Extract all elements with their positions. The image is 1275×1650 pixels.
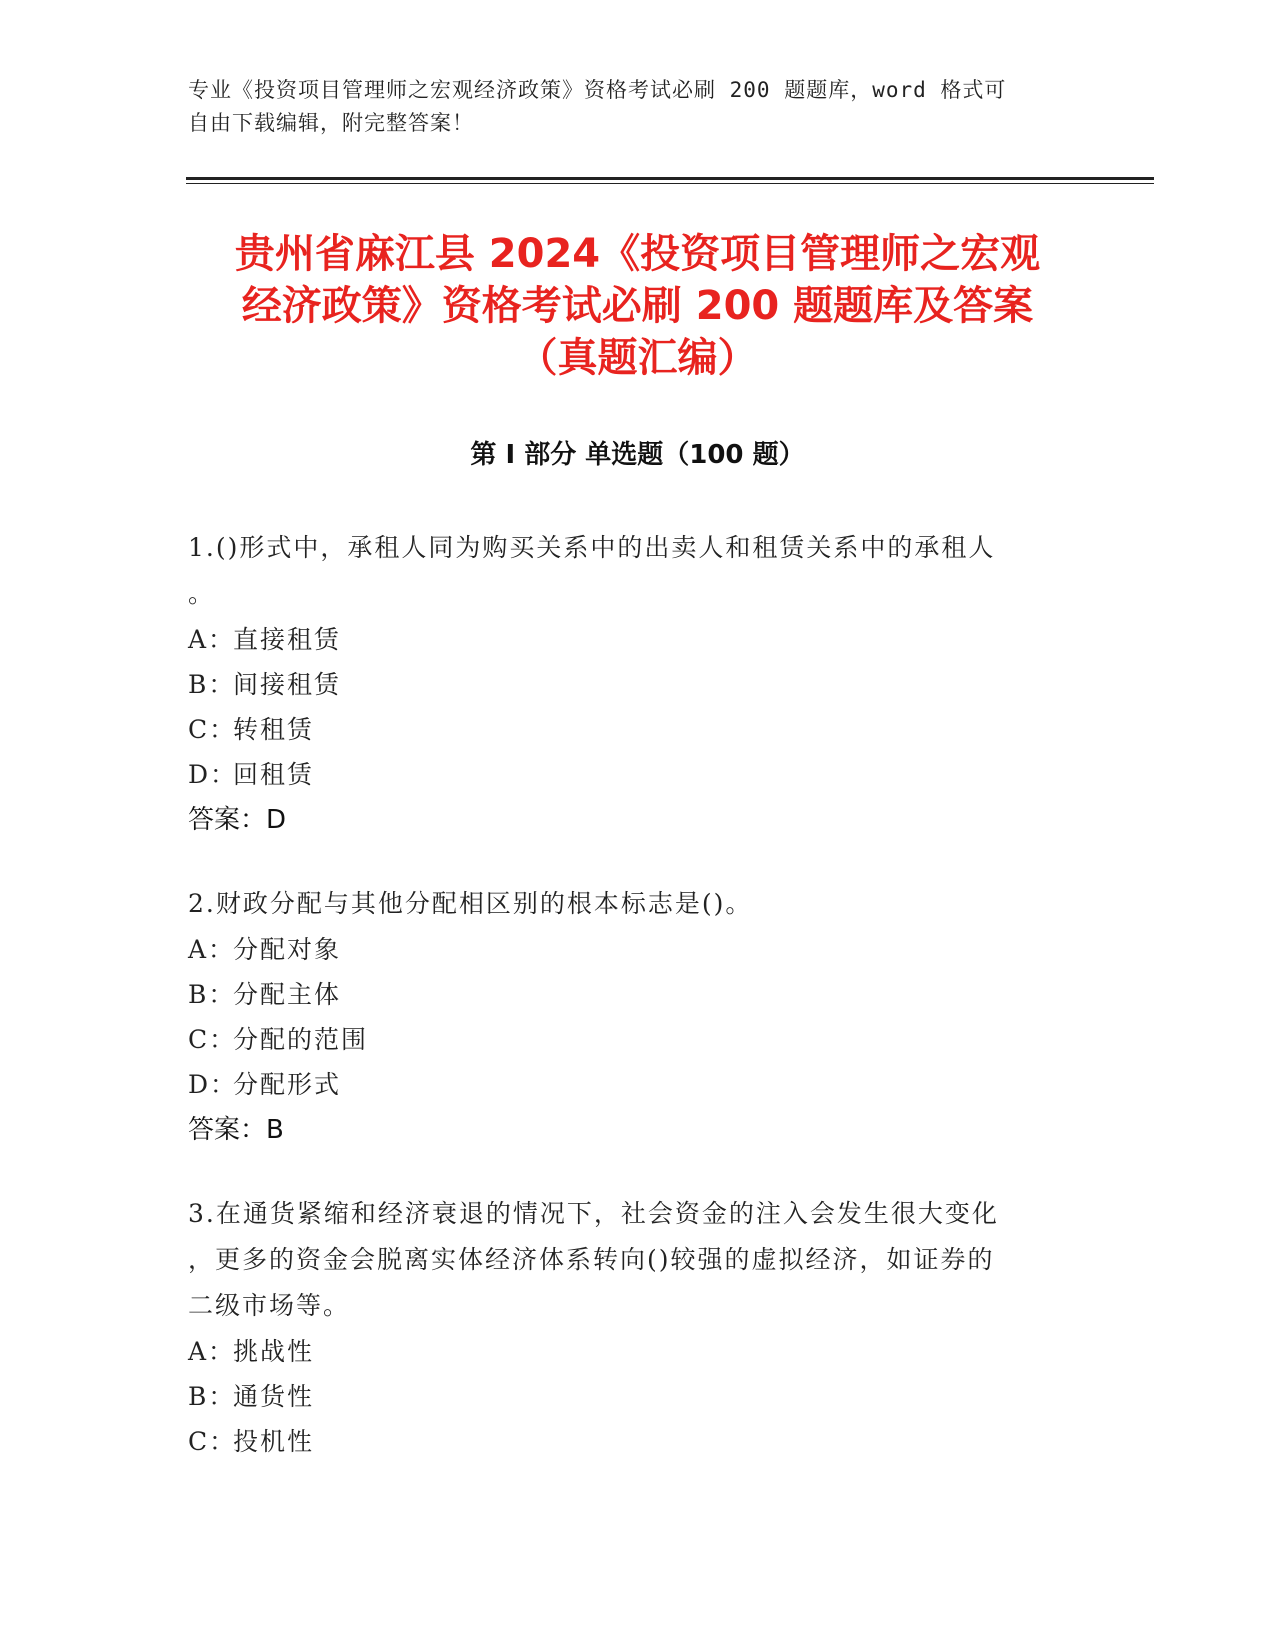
- question-3: [188, 1191, 1068, 1464]
- question-3-option-b: B：通货性: [188, 1382, 315, 1411]
- header-note: [188, 74, 1088, 140]
- header-note-line-2: 自由下载编辑，附完整答案！: [188, 111, 474, 135]
- question-2-option-a: A：分配对象: [188, 935, 342, 964]
- question-3-stem-line-2: ，更多的资金会脱离实体经济体系转向()较强的虚拟经济，如证券的: [188, 1245, 995, 1274]
- document-title-line-3: （真题汇编）: [517, 335, 758, 381]
- question-2-answer: 答案：B: [188, 1115, 284, 1145]
- question-1-option-c: C：转租赁: [188, 715, 315, 744]
- question-1: [188, 525, 1068, 843]
- header-divider-thin: [186, 183, 1154, 184]
- section-heading: 第 I 部分 单选题（100 题）: [470, 440, 805, 470]
- question-2: [188, 881, 1068, 1153]
- question-2-stem-line-1: 2.财政分配与其他分配相区别的根本标志是()。: [188, 889, 753, 918]
- document-title: [150, 228, 1125, 384]
- question-1-stem-line-2: 。: [188, 579, 216, 608]
- question-1-stem-line-1: 1.()形式中，承租人同为购买关系中的出卖人和租赁关系中的承租人: [188, 533, 996, 562]
- header-divider-thick: [186, 177, 1154, 180]
- question-1-option-b: B：间接租赁: [188, 670, 342, 699]
- question-2-option-b: B：分配主体: [188, 980, 342, 1009]
- question-3-stem-line-1: 3.在通货紧缩和经济衰退的情况下，社会资金的注入会发生很大变化: [188, 1199, 999, 1228]
- question-2-option-c: C：分配的范围: [188, 1025, 369, 1054]
- question-3-option-c: C：投机性: [188, 1427, 315, 1456]
- header-note-line-1: 专业《投资项目管理师之宏观经济政策》资格考试必刷 200 题题库，word 格式可: [188, 78, 1007, 102]
- question-2-option-d: D：分配形式: [188, 1070, 342, 1099]
- question-1-option-a: A：直接租赁: [188, 625, 342, 654]
- question-1-answer: 答案：D: [188, 805, 287, 835]
- question-list: [188, 525, 1068, 1502]
- question-3-stem-line-3: 二级市场等。: [188, 1291, 351, 1320]
- document-title-line-1: 贵州省麻江县 2024《投资项目管理师之宏观: [234, 231, 1041, 277]
- question-1-option-d: D：回租赁: [188, 760, 315, 789]
- document-title-line-2: 经济政策》资格考试必刷 200 题题库及答案: [241, 283, 1034, 329]
- question-3-option-a: A：挑战性: [188, 1337, 315, 1366]
